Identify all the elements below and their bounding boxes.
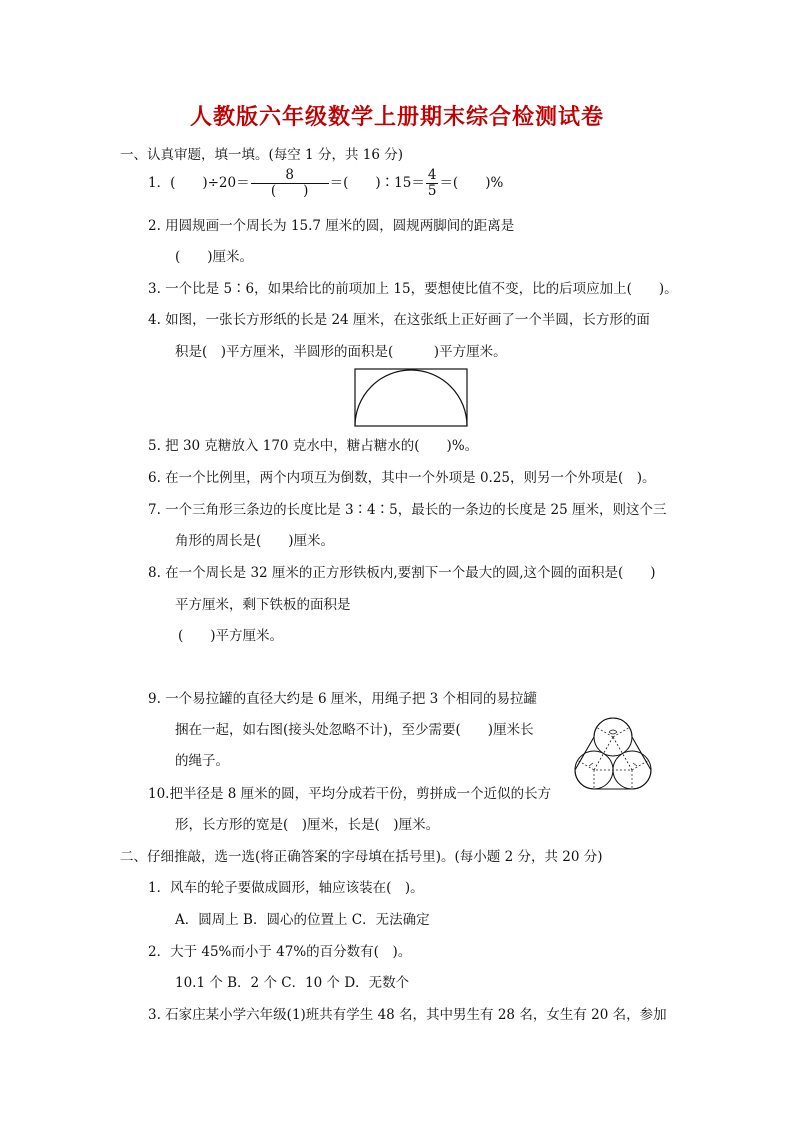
question-10-line-2: 形，长方形的宽是( )厘米，长是( )厘米。	[175, 817, 440, 833]
question-5: 5. 把 30 克糖放入 170 克水中，糖占糖水的( )%。	[148, 438, 479, 454]
question-8-line-1: 8. 在一个周长是 32 厘米的正方形铁板内,要割下一个最大的圆,这个圆的面积是( )	[148, 565, 656, 581]
question-8-line-3: ( )平方厘米。	[178, 628, 284, 644]
fraction-2-numerator: 4	[427, 167, 437, 183]
question-1	[148, 168, 503, 199]
exam-title: 人教版六年级数学上册期末综合检测试卷	[189, 105, 604, 130]
question-9-line-3: 的绳子。	[175, 753, 229, 769]
question-10-line-1: 10.把半径是 8 厘米的圆，平均分成若干份，剪拼成一个近似的长方	[148, 786, 552, 802]
mc-question-2-options: 10.1 个 B．2 个 C．10 个 D．无数个	[175, 975, 410, 991]
section-2-heading: 二、仔细推敲，选一选(将正确答案的字母填在括号里)。(每小题 2 分，共 20 分)	[120, 849, 603, 865]
question-4-line-1: 4. 如图，一张长方形纸的长是 24 厘米，在这张纸上正好画了一个半圆，长方形的面	[148, 312, 650, 328]
question-9-line-2: 捆在一起，如右图(接头处忽略不计)，至少需要( )厘米长	[175, 722, 534, 738]
fraction-2-denominator: 5	[427, 183, 437, 199]
question-9-line-1: 9. 一个易拉罐的直径大约是 6 厘米，用绳子把 3 个相同的易拉罐	[148, 691, 538, 707]
question-1-part-a: 1．( )÷20＝	[148, 175, 250, 191]
question-7-line-2: 角形的周长是( )厘米。	[175, 533, 335, 549]
fraction-2	[426, 168, 439, 199]
fraction-1-numerator: 8	[251, 168, 329, 184]
three-cans-figure	[565, 704, 661, 796]
mc-question-1-options: A．圆周上 B．圆心的位置上 C．无法确定	[175, 912, 430, 928]
question-2-line-2: ( )厘米。	[175, 249, 254, 265]
question-1-part-c: ＝( )%	[439, 175, 504, 191]
question-2-line-1: 2. 用圆规画一个周长为 15.7 厘米的圆，圆规两脚间的距离是	[148, 218, 515, 234]
fraction-1	[251, 168, 329, 199]
rectangle-semicircle-figure	[354, 368, 468, 428]
section-1-heading: 一、认真审题，填一填。(每空 1 分，共 16 分)	[120, 147, 403, 163]
fraction-1-denominator: ( )	[270, 183, 309, 199]
question-4-line-2: 积是( )平方厘米，半圆形的面积是( )平方厘米。	[175, 344, 507, 360]
question-8-line-2: 平方厘米，剩下铁板的面积是	[175, 597, 351, 613]
mc-question-1: 1．风车的轮子要做成圆形，轴应该装在( )。	[148, 880, 424, 896]
question-1-part-b: ＝( )∶15＝	[329, 175, 425, 191]
question-3: 3. 一个比是 5∶6，如果给比的前项加上 15，要想使比值不变，比的后项应加上( )。	[148, 281, 678, 297]
mc-question-3: 3. 石家庄某小学六年级(1)班共有学生 48 名，其中男生有 28 名，女生有 20 名，参加	[148, 1007, 667, 1023]
question-6: 6. 在一个比例里，两个内项互为倒数，其中一个外项是 0.25，则另一个外项是( )。	[148, 470, 656, 486]
mc-question-2: 2．大于 45%而小于 47%的百分数有( )。	[148, 944, 412, 960]
question-7-line-1: 7. 一个三角形三条边的长度比是 3∶4∶5，最长的一条边的长度是 25 厘米，则这个三	[148, 502, 667, 518]
